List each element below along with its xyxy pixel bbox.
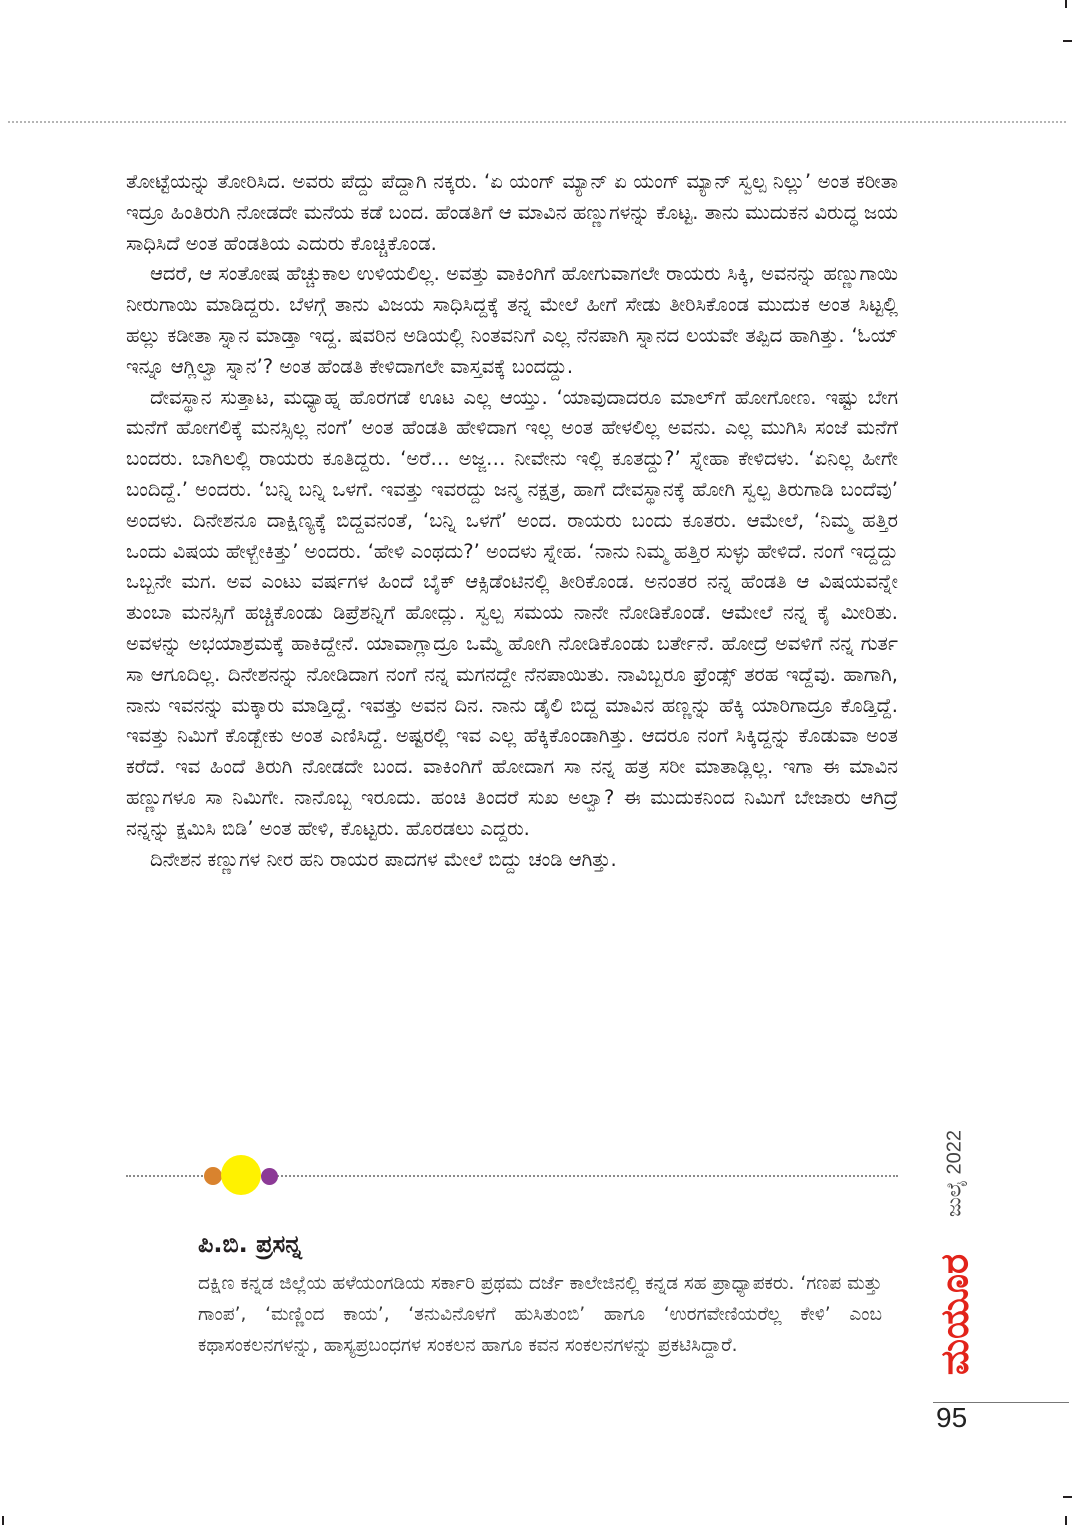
- story-body: [126, 167, 898, 875]
- story-paragraph: ಆದರೆ, ಆ ಸಂತೋಷ ಹೆಚ್ಚುಕಾಲ ಉಳಿಯಲಿಲ್ಲ. ಅವತ್ತು ವಾಕಿಂಗಿಗೆ ಹೋಗುವಾಗಲೇ ರಾಯರು ಸಿಕ್ಕಿ, ಅವನನ್ನು ಹಣ್ಣುಗಾಯಿ ನೀರುಗಾಯಿ ಮಾಡಿದ್ದರು. ಬೆಳಗ್ಗೆ ತಾನು ವಿಜಯ ಸಾಧಿಸಿದ್ದಕ್ಕೆ ತನ್ನ ಮೇಲೆ ಹೀಗೆ ಸೇಡು ತೀರಿಸಿಕೊಂಡ ಮುದುಕ ಅಂತ ಸಿಟ್ಟಲ್ಲಿ ಹಲ್ಲು ಕಡೀತಾ ಸ್ನಾನ ಮಾಡ್ತಾ ಇದ್ದ. ಷವರಿನ ಅಡಿಯಲ್ಲಿ ನಿಂತವನಿಗೆ ಎಲ್ಲ ನೆನಪಾಗಿ ಸ್ನಾನದ ಲಯವೇ ತಪ್ಪಿದ ಹಾಗಿತ್ತು. ‘ಓಯ್ ಇನ್ನೂ ಆಗ್ಲಿಲ್ವಾ ಸ್ನಾನ’? ಅಂತ ಹೆಂಡತಿ ಕೇಳಿದಾಗಲೇ ವಾಸ್ತವಕ್ಕೆ ಬಂದದ್ದು.: [126, 262, 898, 378]
- crop-mark: [1063, 40, 1072, 42]
- author-bio: ದಕ್ಷಿಣ ಕನ್ನಡ ಜಿಲ್ಲೆಯ ಹಳೆಯಂಗಡಿಯ ಸರ್ಕಾರಿ ಪ್ರಥಮ ದರ್ಜೆ ಕಾಲೇಜಿನಲ್ಲಿ ಕನ್ನಡ ಸಹ ಪ್ರಾಧ್ಯಾಪಕರು. ‘ಗಣಪ ಮತ್ತು ಗಾಂಪ’, ‘ಮಣ್ಣಿಂದ ಕಾಯ’, ‘ತನುವಿನೊಳಗೆ ಹುಸಿತುಂಬಿ’ ಹಾಗೂ ‘ಉರಗವೇಣಿಯರೆಲ್ಲ ಕೇಳಿ’ ಎಂಬ ಕಥಾಸಂಕಲನಗಳನ್ನು, ಹಾಸ್ಯಪ್ರಬಂಧಗಳ ಸಂಕಲನ ಹಾಗೂ ಕವನ ಸಂಕಲನಗಳನ್ನು ಪ್ರಕಟಿಸಿದ್ದಾರೆ.: [198, 1273, 882, 1356]
- author-name: ಪಿ.ಬಿ. ಪ್ರಸನ್ನ: [198, 1230, 302, 1258]
- magazine-logo: ಮಯೂರ: [932, 1253, 977, 1376]
- story-paragraph: ತೋಟ್ಟೆಯನ್ನು ತೋರಿಸಿದ. ಅವರು ಪೆದ್ದು ಪೆದ್ದಾಗಿ ನಕ್ಕರು. ‘ಏ ಯಂಗ್ ಮ್ಯಾನ್ ಏ ಯಂಗ್ ಮ್ಯಾನ್ ಸ್ವಲ್ಪ ನಿಲ್ಲು’ ಅಂತ ಕರೀತಾ ಇದ್ರೂ ಹಿಂತಿರುಗಿ ನೋಡದೇ ಮನೆಯ ಕಡೆ ಬಂದ. ಹೆಂಡತಿಗೆ ಆ ಮಾವಿನ ಹಣ್ಣುಗಳನ್ನು ಕೊಟ್ಟ. ತಾನು ಮುದುಕನ ವಿರುದ್ಧ ಜಯ ಸಾಧಿಸಿದೆ ಅಂತ ಹೆಂಡತಿಯ ಎದುರು ಕೊಚ್ಚಿಕೊಂಡ.: [126, 170, 898, 255]
- crop-mark: [2, 1516, 4, 1525]
- purple-dot-ornament: [261, 1168, 278, 1185]
- crop-mark: [1065, 1516, 1067, 1525]
- orange-dot-ornament: [204, 1167, 222, 1185]
- story-paragraph: ದಿನೇಶನ ಕಣ್ಣುಗಳ ನೀರ ಹನಿ ರಾಯರ ಪಾದಗಳ ಮೇಲೆ ಬಿದ್ದು ಚಂಡಿ ಆಗಿತ್ತು.: [150, 847, 617, 871]
- crop-mark: [1065, 0, 1067, 8]
- story-paragraph: ದೇವಸ್ಥಾನ ಸುತ್ತಾಟ, ಮಧ್ಯಾಹ್ನ ಹೊರಗಡೆ ಊಟ ಎಲ್ಲ ಆಯ್ತು. ‘ಯಾವುದಾದರೂ ಮಾಲ್‌ಗೆ ಹೋಗೋಣ. ಇಷ್ಟು ಬೇಗ ಮನೆಗೆ ಹೋಗಲಿಕ್ಕೆ ಮನಸ್ಸಿಲ್ಲ ನಂಗೆ’ ಅಂತ ಹೆಂಡತಿ ಹೇಳಿದಾಗ ಇಲ್ಲ ಅಂತ ಹೇಳಲಿಲ್ಲ ಅವನು. ಎಲ್ಲ ಮುಗಿಸಿ ಸಂಜೆ ಮನೆಗೆ ಬಂದರು. ಬಾಗಿಲಲ್ಲಿ ರಾಯರು ಕೂತಿದ್ದರು. ‘ಅರೆ… ಅಜ್ಜ… ನೀವೇನು ಇಲ್ಲಿ ಕೂತದ್ದು?’ ಸ್ನೇಹಾ ಕೇಳಿದಳು. ‘ಏನಿಲ್ಲ ಹೀಗೇ ಬಂದಿದ್ದೆ.’ ಅಂದರು. ‘ಬನ್ನಿ ಬನ್ನಿ ಒಳಗೆ. ಇವತ್ತು ಇವರದ್ದು ಜನ್ಮ ನಕ್ಷತ್ರ, ಹಾಗೆ ದೇವಸ್ಥಾನಕ್ಕೆ ಹೋಗಿ ಸ್ವಲ್ಪ ತಿರುಗಾಡಿ ಬಂದೆವು’ ಅಂದಳು. ದಿನೇಶನೂ ದಾಕ್ಷಿಣ್ಯಕ್ಕೆ ಬಿದ್ದವನಂತೆ, ‘ಬನ್ನಿ ಒಳಗೆ’ ಅಂದ. ರಾಯರು ಬಂದು ಕೂತರು. ಆಮೇಲೆ, ‘ನಿಮ್ಮ ಹತ್ತಿರ ಒಂದು ವಿಷಯ ಹೇಳ್ಬೇಕಿತ್ತು’ ಅಂದರು. ‘ಹೇಳಿ ಎಂಥದು?’ ಅಂದಳು ಸ್ನೇಹ. ‘ನಾನು ನಿಮ್ಮ ಹತ್ತಿರ ಸುಳ್ಳು ಹೇಳಿದೆ. ನಂಗೆ ಇದ್ದದ್ದು ಒಬ್ಬನೇ ಮಗ. ಅವ ಎಂಟು ವರ್ಷಗಳ ಹಿಂದೆ ಬೈಕ್ ಆಕ್ಸಿಡೆಂಟಿನಲ್ಲಿ ತೀರಿಕೊಂಡ. ಅನಂತರ ನನ್ನ ಹೆಂಡತಿ ಆ ವಿಷಯವನ್ನೇ ತುಂಬಾ ಮನಸ್ಸಿಗೆ ಹಚ್ಚಿಕೊಂಡು ಡಿಪ್ರೆಶನ್ನಿಗೆ ಹೋದ್ಲು. ಸ್ವಲ್ಪ ಸಮಯ ನಾನೇ ನೋಡಿಕೊಂಡೆ. ಆಮೇಲೆ ನನ್ನ ಕೈ ಮೀರಿತು. ಅವಳನ್ನು ಅಭಯಾಶ್ರಮಕ್ಕೆ ಹಾಕಿದ್ದೇನೆ. ಯಾವಾಗ್ಲಾದ್ರೂ ಒಮ್ಮೆ ಹೋಗಿ ನೋಡಿಕೊಂಡು ಬರ್ತೇನೆ. ಹೋದ್ರೆ ಅವಳಿಗೆ ನನ್ನ ಗುರ್ತ ಸಾ ಆಗೂದಿಲ್ಲ. ದಿನೇಶನನ್ನು ನೋಡಿದಾಗ ನಂಗೆ ನನ್ನ ಮಗನದ್ದೇ ನೆನಪಾಯಿತು. ನಾವಿಬ್ಬರೂ ಫ್ರೆಂಡ್ಸ್ ತರಹ ಇದ್ದೆವು. ಹಾಗಾಗಿ, ನಾನು ಇವನನ್ನು ಮಕ್ಕಾರು ಮಾಡ್ತಿದ್ದೆ. ಇವತ್ತು ಅವನ ದಿನ. ನಾನು ಡೈಲಿ ಬಿದ್ದ ಮಾವಿನ ಹಣ್ಣನ್ನು ಹೆಕ್ಕಿ ಯಾರಿಗಾದ್ರೂ ಕೊಡ್ತಿದ್ದೆ. ಇವತ್ತು ನಿಮಿಗೆ ಕೊಡ್ಬೇಕು ಅಂತ ಎಣಿಸಿದ್ದೆ. ಅಷ್ಟರಲ್ಲಿ ಇವ ಎಲ್ಲ ಹೆಕ್ಕಿಕೊಂಡಾಗಿತ್ತು. ಆದರೂ ನಂಗೆ ಸಿಕ್ಕಿದ್ದನ್ನು ಕೊಡುವಾ ಅಂತ ಕರೆದೆ. ಇವ ಹಿಂದೆ ತಿರುಗಿ ನೋಡದೇ ಬಂದ. ವಾಕಿಂಗಿಗೆ ಹೋದಾಗ ಸಾ ನನ್ನ ಹತ್ರ ಸರೀ ಮಾತಾಡ್ಲಿಲ್ಲ. ಇಗಾ ಈ ಮಾವಿನ ಹಣ್ಣುಗಳೂ ಸಾ ನಿಮಿಗೇ. ನಾನೊಬ್ಬ ಇರೂದು. ಹಂಚಿ ತಿಂದರೆ ಸುಖ ಅಲ್ವಾ? ಈ ಮುದುಕನಿಂದ ನಿಮಿಗೆ ಬೇಜಾರು ಆಗಿದ್ರೆ ನನ್ನನ್ನು ಕ್ಷಮಿಸಿ ಬಿಡಿ’ ಅಂತ ಹೇಳಿ, ಕೊಟ್ಟರು. ಹೊರಡಲು ಎದ್ದರು.: [126, 385, 898, 840]
- page-number: 95: [936, 1402, 968, 1433]
- issue-date: ಜುಲೈ 2022: [943, 1130, 966, 1217]
- yellow-dot-ornament: [221, 1155, 261, 1195]
- crop-mark: [1063, 1496, 1072, 1498]
- top-dotted-rule: [8, 121, 1066, 123]
